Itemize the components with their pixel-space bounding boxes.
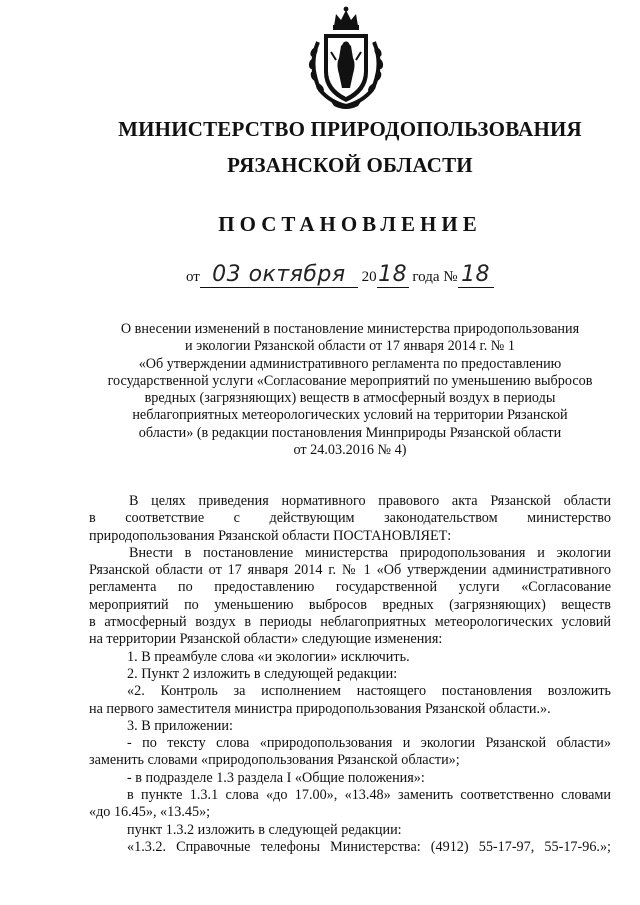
body-line: 2. Пункт 2 изложить в следующей редакции: — [127, 665, 398, 682]
document-type-title: ПОСТАНОВЛЕНИЕ — [218, 212, 482, 236]
body-line: на первого заместителя министра природопользования Рязанской области.». — [89, 700, 551, 717]
coat-of-arms-icon — [300, 6, 392, 110]
date-prefix: от — [186, 269, 200, 285]
body-line: в атмосферный воздух в периоды неблагоприятных метеорологических условий — [89, 614, 611, 631]
body-line: 3. В приложении: — [127, 717, 233, 734]
subject-line: неблагоприятных метеорологических условий на территории Рязанской — [132, 407, 568, 424]
handwritten-date: 03 октября — [212, 262, 346, 287]
subject-line: государственной услуги «Согласование мероприятий по уменьшению выбросов — [107, 372, 593, 389]
decree-subject — [80, 321, 620, 459]
ministry-title-line2: РЯЗАНСКОЙ ОБЛАСТИ — [227, 153, 473, 177]
number-sign: № — [443, 269, 458, 285]
body-line: 1. В преамбуле слова «и экологии» исключить. — [127, 648, 410, 665]
body-line: «до 16.45», «13.45»; — [89, 804, 211, 821]
ministry-title-line1: МИНИСТЕРСТВО ПРИРОДОПОЛЬЗОВАНИЯ — [118, 117, 582, 141]
body-line: мероприятий по уменьшению выбросов вредных (загрязняющих) веществ — [89, 596, 611, 613]
date-number-line — [186, 262, 494, 288]
handwritten-number: 18 — [461, 262, 491, 287]
body-line: Рязанской области от 17 января 2014 г. № 1 «Об утверждении административного — [89, 562, 611, 579]
subject-line: области» (в редакции постановления Минприроды Рязанской области — [138, 424, 562, 441]
body-line: заменить словами «природопользования Рязанской области»; — [89, 752, 460, 769]
subject-line: «Об утверждении административного регламента по предоставлению — [138, 355, 562, 372]
body-line: пункт 1.3.2 изложить в следующей редакции: — [127, 821, 402, 838]
body-line: в пункте 1.3.1 слова «до 17.00», «13.48» заменить соответственно словами — [127, 787, 611, 804]
year-suffix: года — [412, 269, 440, 285]
year-prefix: 20 — [361, 269, 377, 285]
subject-line: О внесении изменений в постановление министерства природопользования — [120, 321, 580, 337]
subject-line: и экологии Рязанской области от 17 января 2014 г. № 1 — [185, 338, 515, 355]
body-line: регламента по предоставлению государственной услуги «Согласование — [89, 579, 611, 596]
body-line: - по тексту слова «природопользования и экологии Рязанской области» — [127, 735, 611, 752]
body-line: Внести в постановление министерства природопользования и экологии — [129, 544, 611, 561]
body-line: «1.3.2. Справочные телефоны Министерства: (4912) 55-17-97, 55-17-96.»; — [127, 838, 611, 855]
decree-body — [89, 493, 611, 856]
body-line: на территории Рязанской области» следующие изменения: — [89, 631, 443, 648]
handwritten-year: 18 — [378, 262, 408, 287]
body-line: в соответствие с действующим законодательством министерство — [89, 510, 611, 527]
body-line: «2. Контроль за исполнением настоящего постановления возложить — [127, 683, 611, 700]
body-line: В целях приведения нормативного правового акта Рязанской области — [129, 493, 611, 509]
subject-line: вредных (загрязняющих) веществ в атмосферный воздух в периоды — [144, 390, 556, 407]
body-line: природопользования Рязанской области ПОСТАНОВЛЯЕТ: — [89, 527, 452, 544]
subject-line: от 24.03.2016 № 4) — [293, 442, 407, 459]
body-line: - в подразделе 1.3 раздела I «Общие положения»: — [127, 769, 425, 786]
